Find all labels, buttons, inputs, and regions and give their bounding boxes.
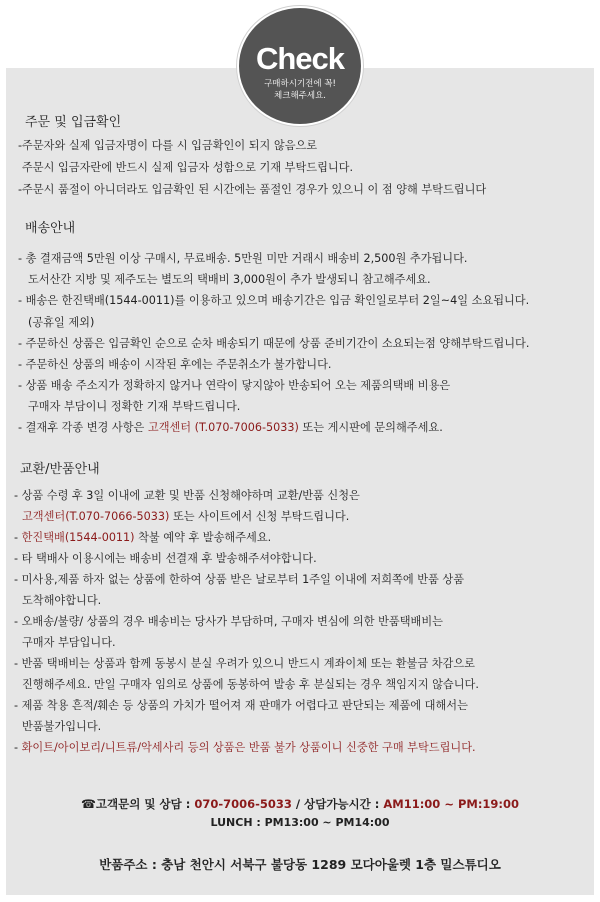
shipping-line: - 주문하신 상품은 입금확인 순으로 순차 배송되기 때문에 상품 준비기간이 소요되는점 양해부탁드립니다. (18, 337, 530, 350)
customer-center-phone: 고객센터 (T.070-7006-5033) (147, 421, 299, 434)
exchange-heading: 교환/반품안내 (20, 462, 100, 477)
exchange-line: - 미사용,제품 하자 없는 상품에 한하여 상품 받은 날로부터 1주일 이내에 저희쪽에 반품 상품 (14, 573, 464, 586)
contact-phone: 070-7006-5033 (194, 797, 292, 811)
badge-title: Check (255, 41, 345, 76)
dash: - (14, 531, 22, 544)
shipping-line: - 총 결재금액 5만원 이상 구매시, 무료배송. 5만원 미만 거래시 배송비 2,500원 추가됩니다. (18, 252, 468, 265)
exchange-line: - 오배송/불량/ 상품의 경우 배송비는 당사가 부담하며, 구매자 변심에 의한 반품택배비는 (14, 615, 443, 628)
check-badge (237, 6, 363, 126)
shipping-change-prefix: - 결재후 각종 변경 사항은 (18, 421, 148, 434)
exchange-customer-center: 고객센터(T.070-7066-5033) (22, 510, 170, 523)
contact-hours: AM11:00 ~ PM:19:00 (383, 797, 520, 811)
exchange-line (14, 531, 271, 545)
exchange-line (14, 741, 476, 755)
exchange-line-suffix: 또는 사이트에서 신청 부탁드립니다. (169, 510, 350, 523)
exchange-line: - 상품 수령 후 3일 이내에 교환 및 반품 신청해야하며 교환/반품 신청은 (14, 489, 360, 502)
phone-icon: ☎ (80, 797, 96, 811)
non-returnable-notice: 화이트/아이보리/니트류/악세사리 등의 상품은 반품 불가 상품이니 신중한 구매 부탁드립니다. (21, 741, 476, 754)
shipping-line: - 배송은 한진택배(1544-0011)를 이용하고 있으며 배송기간은 입금 확인일로부터 2일~4일 소요됩니다. (18, 294, 530, 307)
order-line: -주문자와 실제 입금자명이 다를 시 입금확인이 되지 않음으로 (18, 139, 318, 152)
return-address: 반품주소 : 충남 천안시 서북구 불당동 1289 모다아울렛 1층 밀스튜디오 (99, 857, 501, 872)
shipping-line: - 주문하신 상품의 배송이 시작된 후에는 주문취소가 불가합니다. (18, 358, 332, 371)
order-line: -주문시 품절이 아니더라도 입금확인 된 시간에는 품절인 경우가 있으니 이 점 양해 부탁드립니다 (18, 183, 487, 196)
badge-subtitle-2: 체크해주세요. (274, 91, 326, 101)
shipping-heading: 배송안내 (25, 221, 76, 236)
shipping-line: (공휴일 제외) (28, 316, 95, 329)
hanjin-courier: 한진택배(1544-0011) (21, 531, 135, 544)
exchange-line: - 제품 착용 흔적/훼손 등 상품의 가치가 떨어져 재 판매가 어렵다고 판단되는 제품에 대해서는 (14, 699, 468, 712)
exchange-line (22, 510, 349, 524)
order-line: 주문시 입금자란에 반드시 실제 입금자 성함으로 기재 부탁드립니다. (22, 161, 354, 174)
badge-subtitle-1: 구매하시기전에 꼭! (264, 79, 336, 89)
shipping-change-suffix: 또는 게시판에 문의해주세요. (298, 421, 443, 434)
shipping-line: 도서산간 지방 및 제주도는 별도의 택배비 3,000원이 추가 발생되니 참고해주세요. (28, 273, 431, 286)
contact-label: 고객문의 및 상담 : (95, 797, 195, 811)
exchange-line-suffix: 착불 예약 후 발송해주세요. (134, 531, 272, 544)
exchange-line: 도착해야합니다. (22, 594, 102, 607)
shipping-line: - 상품 배송 주소지가 정확하지 않거나 연락이 닿지않아 반송되어 오는 제품의택배 비용은 (18, 379, 451, 392)
exchange-line: - 반품 택배비는 상품과 함께 동봉시 분실 우려가 있으니 반드시 계좌이체 또는 환불금 차감으로 (14, 657, 475, 670)
order-heading: 주문 및 입금확인 (25, 115, 122, 130)
exchange-line: 진행해주세요. 만일 구매자 임의로 상품에 동봉하여 발송 후 분실되는 경우 책임지지 않습니다. (22, 678, 479, 691)
exchange-line: 구매자 부담입니다. (22, 636, 116, 649)
shipping-line (18, 421, 443, 435)
exchange-line: - 타 택배사 이용시에는 배송비 선결재 후 발송해주셔야합니다. (14, 552, 317, 565)
contact-line (0, 796, 600, 812)
exchange-line: 반품불가입니다. (22, 720, 102, 733)
contact-separator: / 상담가능시간 : (291, 797, 384, 811)
lunch-hours: LUNCH : PM13:00 ~ PM14:00 (210, 816, 390, 829)
dash: - (14, 741, 22, 754)
shipping-line: 구매자 부담이니 정확한 기재 부탁드립니다. (28, 400, 241, 413)
